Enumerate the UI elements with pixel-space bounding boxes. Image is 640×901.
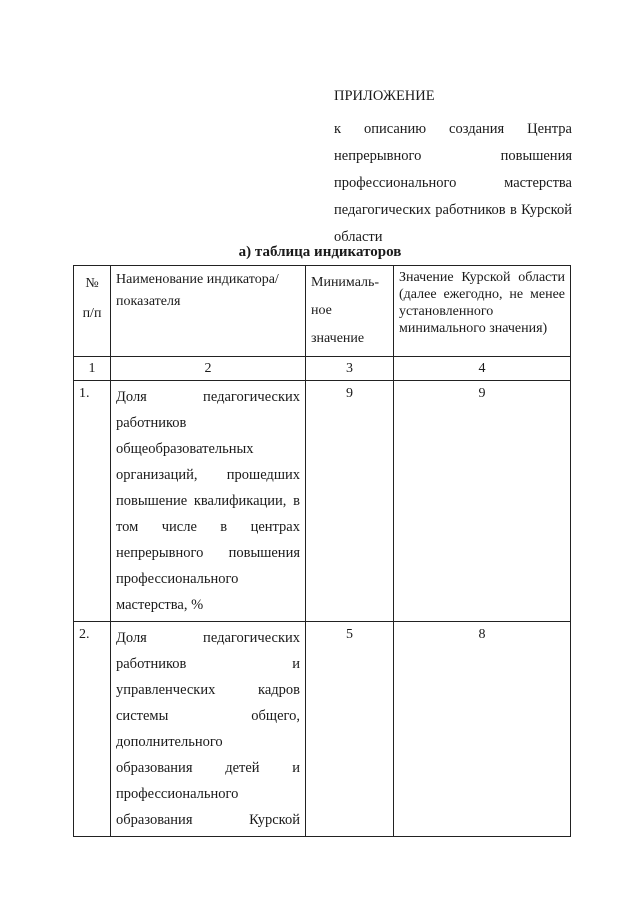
region-value: 8 (394, 622, 571, 837)
row-number: 1. (74, 381, 111, 622)
column-number: 1 (74, 357, 111, 381)
table-header-row (74, 266, 571, 357)
row-number: 2. (74, 622, 111, 837)
appendix-block (334, 86, 572, 251)
column-number-row (74, 357, 571, 381)
column-number: 3 (306, 357, 394, 381)
indicator-name: Доля педагогических работников общеобразовательных организаций, прошедших повышение квалификации, в том числе в центрах непрерывного повышения профессионального мастерства, % (111, 381, 306, 622)
appendix-description: к описанию создания Центра непрерывного повышения профессионального мастерства педагогических работников в Курской области (334, 121, 572, 245)
indicator-name: Доля педагогических работников и управленческих кадров системы общего, дополнительного образования детей и профессионального образования Курской (111, 622, 306, 837)
appendix-title: ПРИЛОЖЕНИЕ (334, 88, 435, 104)
region-value: 9 (394, 381, 571, 622)
header-minimum-value: Минималь-ное значение (306, 266, 394, 357)
header-number: № п/п (74, 266, 111, 357)
table-row (74, 381, 571, 622)
column-number: 2 (111, 357, 306, 381)
header-region-value: Значение Курской области (далее ежегодно, не менее установленного минимального значения) (394, 266, 571, 357)
minimum-value: 5 (306, 622, 394, 837)
minimum-value: 9 (306, 381, 394, 622)
column-number: 4 (394, 357, 571, 381)
header-indicator-name: Наименование индикатора/показателя (111, 266, 306, 357)
indicators-table (73, 265, 571, 837)
table-title: а) таблица индикаторов (238, 244, 402, 260)
table-row (74, 622, 571, 837)
